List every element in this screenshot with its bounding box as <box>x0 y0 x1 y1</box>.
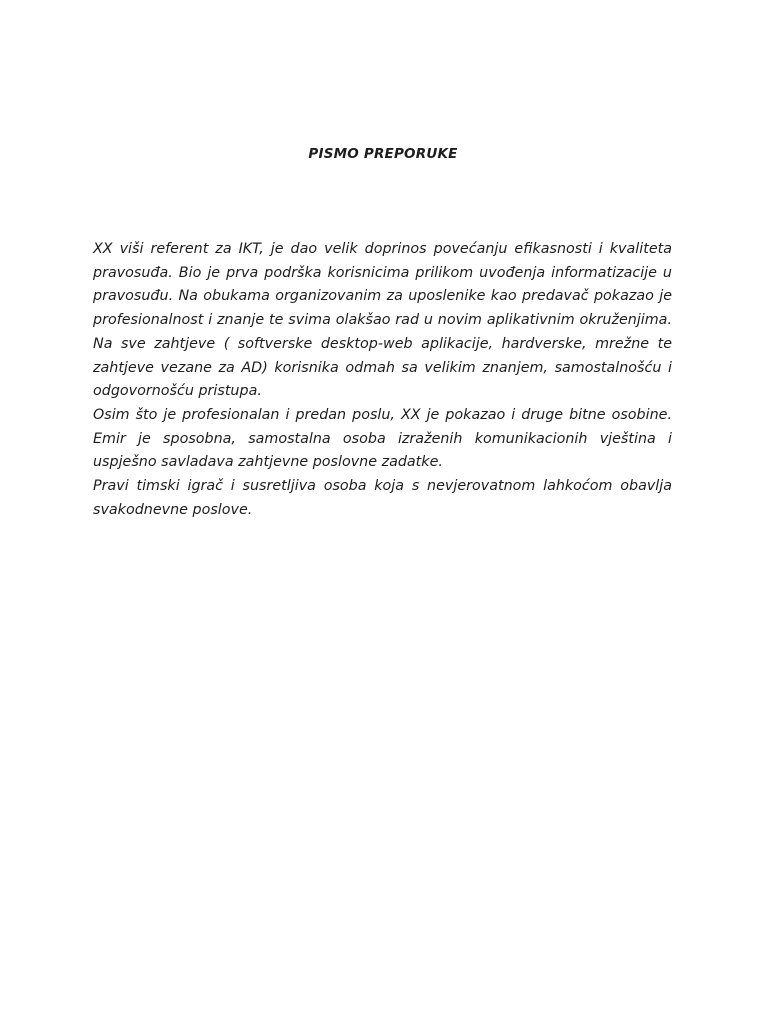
document-body <box>93 238 672 522</box>
paragraph-1: XX viši referent za IKT, je dao velik doprinos povećanju efikasnosti i kvaliteta pravosuđa. Bio je prva podrška korisnicima prilikom uvođenja informatizacije u pravosuđu. Na obukama organizovanim za uposlenike kao predavač pokazao je profesionalnost i znanje te svima olakšao rad u novim aplikativnim okruženjima. Na sve zahtjeve ( softverske desktop-web aplikacije, hardverske, mrežne te zahtjeve vezane za AD) korisnika odmah sa velikim znanjem, samostalnošću i odgovornošću pristupa. <box>93 241 672 400</box>
document-title: PISMO PREPORUKE <box>308 146 458 162</box>
paragraph-2: Osim što je profesionalan i predan poslu, XX je pokazao i druge bitne osobine. Emir je sposobna, samostalna osoba izraženih komunikacionih vještina i uspješno savladava zahtjevne poslovne zadatke. <box>93 406 672 471</box>
paragraph-3: Pravi timski igrač i susretljiva osoba koja s nevjerovatnom lahkoćom obavlja svakodnevne poslove. <box>93 478 672 518</box>
